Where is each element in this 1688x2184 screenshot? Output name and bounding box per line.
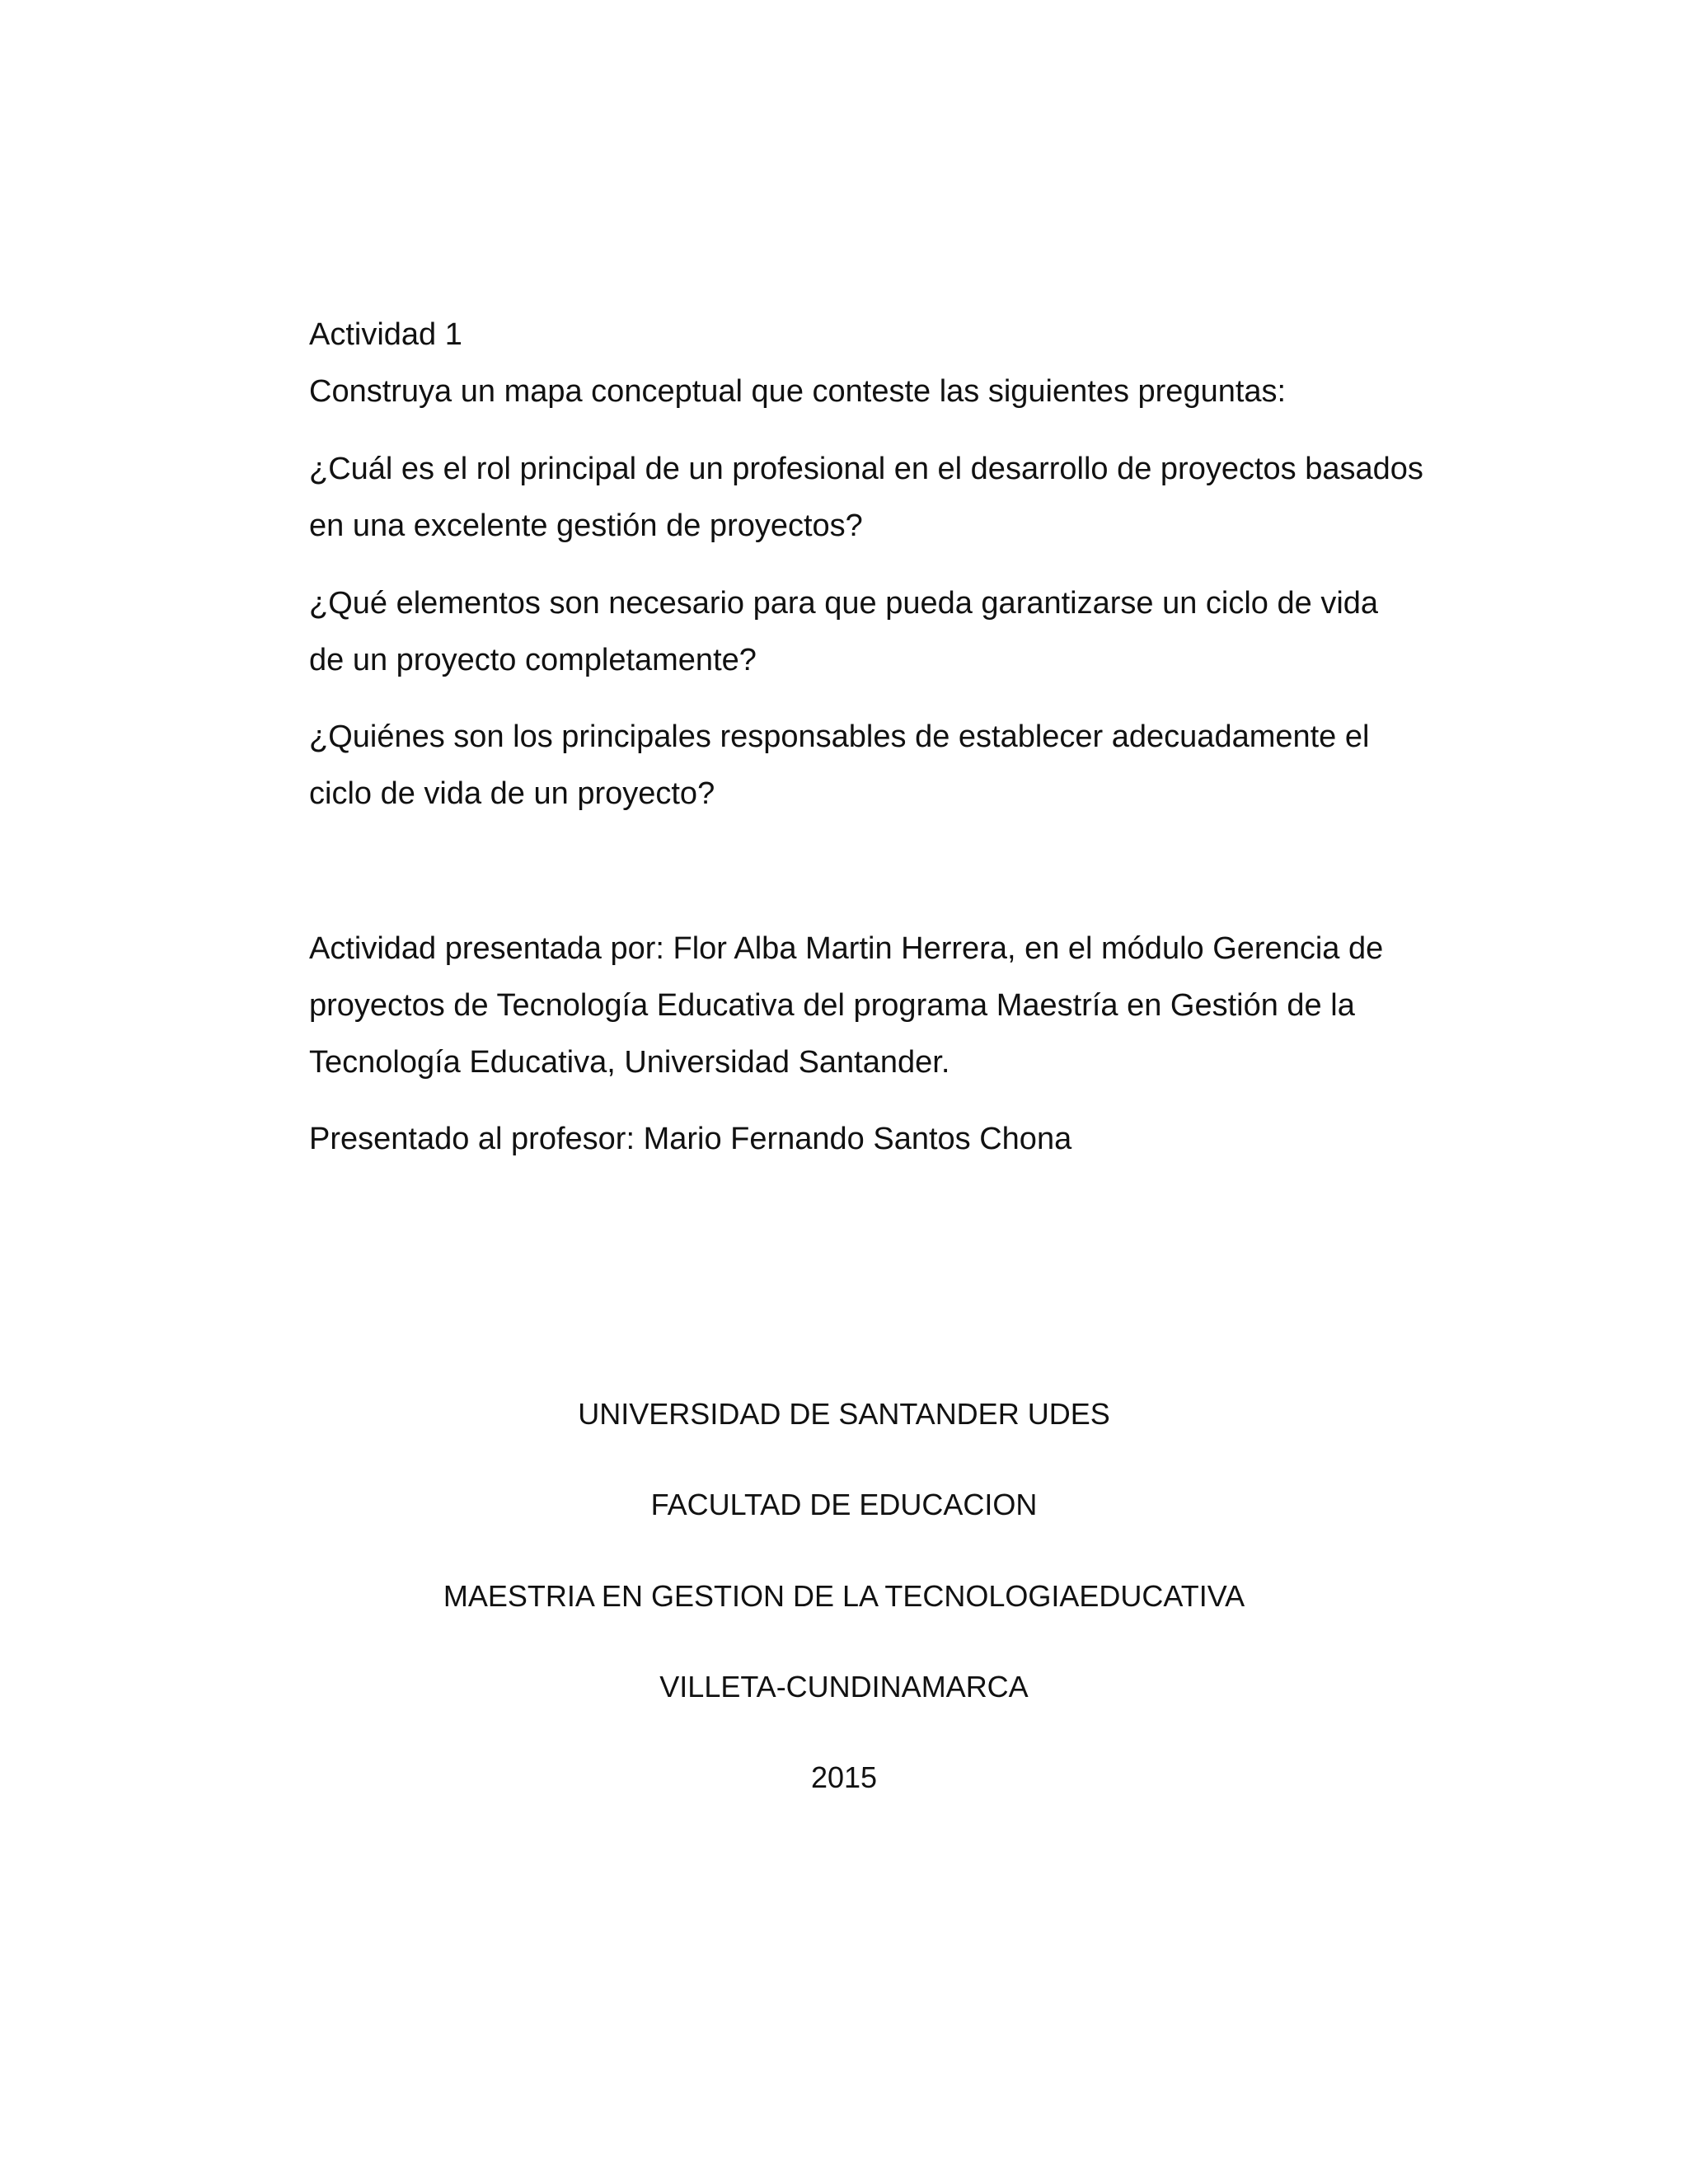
question-3: [309, 709, 1488, 823]
question-1-line-1: ¿Cuál es el rol principal de un profesional en el desarrollo de proyectos basados: [309, 452, 1423, 486]
activity-title: Actividad 1: [309, 317, 462, 352]
question-2-line-2: de un proyecto completamente?: [309, 643, 757, 677]
activity-instruction: Construya un mapa conceptual que conteste las siguientes preguntas:: [309, 374, 1287, 409]
presentation-paragraph: [309, 921, 1488, 1091]
program-name: MAESTRIA EN GESTION DE LA TECNOLOGIAEDUCATIVA: [443, 1579, 1245, 1613]
year: 2015: [810, 1760, 878, 1794]
question-1: [309, 441, 1488, 555]
presentation-line-3: Tecnología Educativa, Universidad Santander.: [309, 1045, 950, 1080]
question-3-line-1: ¿Quiénes son los principales responsables de establecer adecuadamente el: [309, 719, 1370, 754]
professor-line: Presentado al profesor: Mario Fernando Santos Chona: [309, 1122, 1072, 1156]
faculty-name: FACULTAD DE EDUCACION: [650, 1488, 1038, 1521]
question-3-line-2: ciclo de vida de un proyecto?: [309, 776, 715, 811]
question-2: [309, 575, 1488, 689]
question-2-line-1: ¿Qué elementos son necesario para que pueda garantizarse un ciclo de vida: [309, 586, 1379, 621]
presentation-line-1: Actividad presentada por: Flor Alba Martin Herrera, en el módulo Gerencia de: [309, 931, 1384, 966]
location: VILLETA-CUNDINAMARCA: [659, 1670, 1029, 1704]
presentation-line-2: proyectos de Tecnología Educativa del programa Maestría en Gestión de la: [309, 988, 1355, 1023]
question-1-line-2: en una excelente gestión de proyectos?: [309, 509, 863, 543]
university-name: UNIVERSIDAD DE SANTANDER UDES: [578, 1397, 1110, 1431]
